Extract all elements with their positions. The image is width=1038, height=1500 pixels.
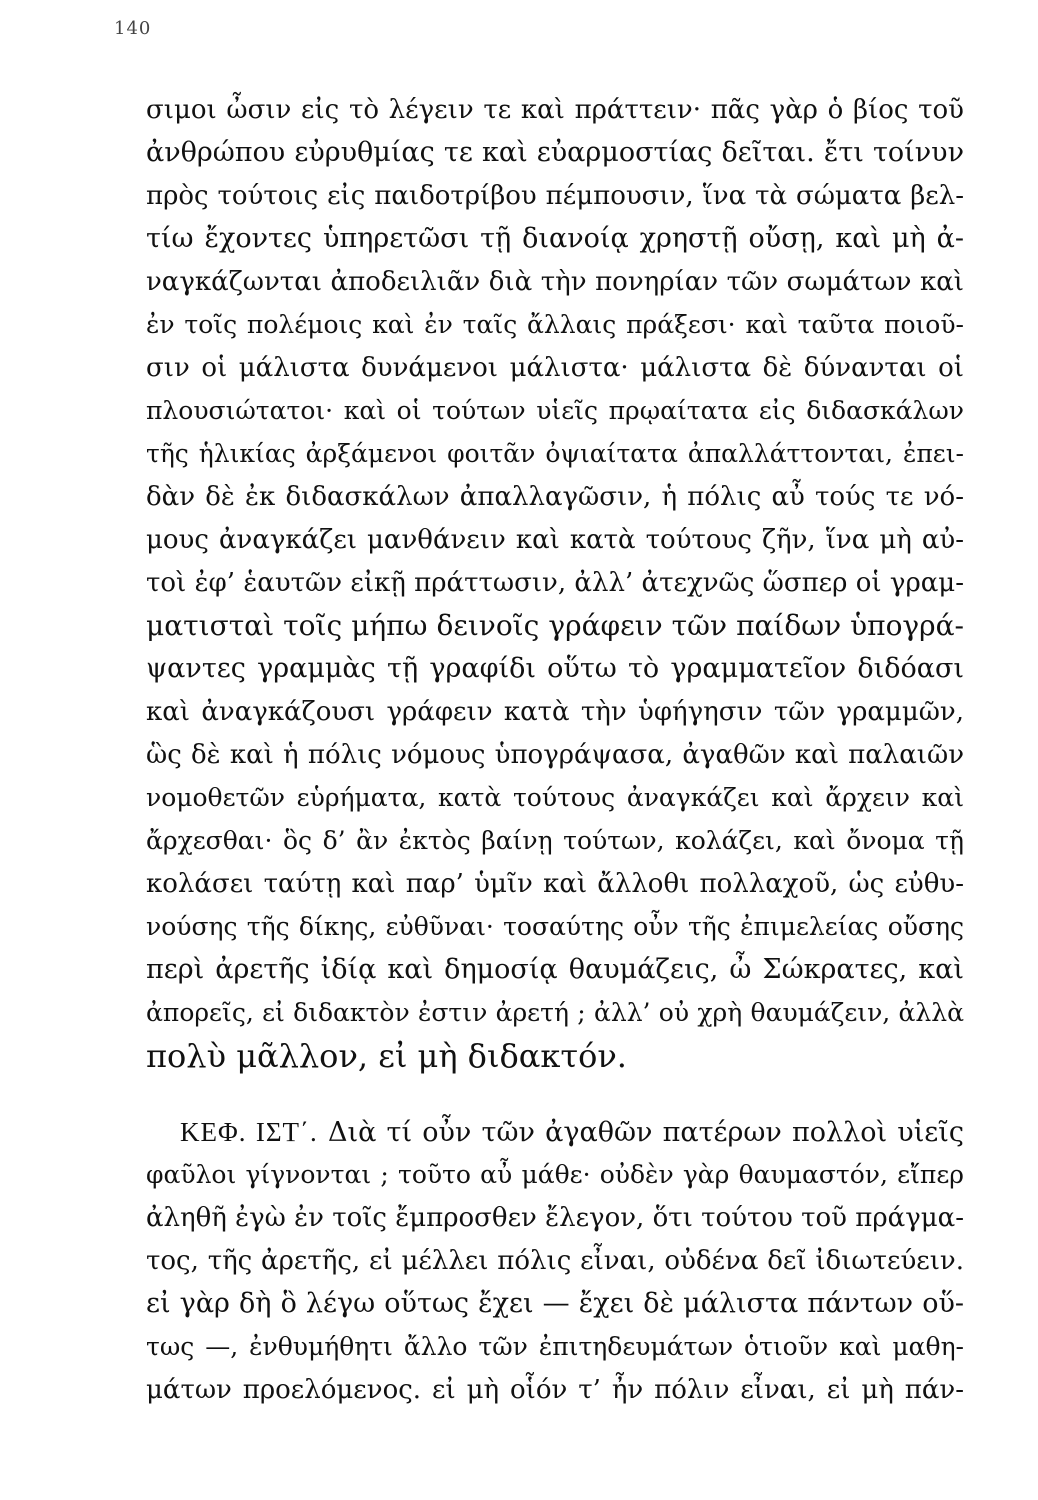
text-line: τῆς ἡλικίας ἀρξάμενοι φοιτᾶν ὀψιαίτατα ἀπαλλάττονται, ἐπει- [146, 439, 964, 468]
text-line: τος, τῆς ἀρετῆς, εἰ μέλλει πόλις εἶναι, οὐδένα δεῖ ἰδιωτεύειν. [146, 1246, 964, 1276]
chapter-first-line-text: Διὰ τί οὖν τῶν ἀγαθῶν πατέρων πολλοὶ υἱεῖς [328, 1117, 964, 1148]
text-line: φαῦλοι γίγνονται ; τοῦτο αὖ μάθε· οὐδὲν γὰρ θαυμαστόν, εἴπερ [146, 1160, 964, 1189]
text-line: ἄρχεσθαι· ὃς δ’ ἂν ἐκτὸς βαίνῃ τούτων, κολάζει, καὶ ὄνομα τῇ [146, 826, 964, 855]
text-line: σιμοι ὦσιν εἰς τὸ λέγειν τε καὶ πράττειν· πᾶς γὰρ ὁ βίος τοῦ [146, 95, 964, 125]
text-line: ἐν τοῖς πολέμοις καὶ ἐν ταῖς ἄλλαις πράξεσι· καὶ ταῦτα ποιοῦ- [146, 310, 964, 339]
text-line: περὶ ἀρετῆς ἰδίᾳ καὶ δημοσίᾳ θαυμάζεις, ὦ Σώκρατες, καὶ [146, 954, 964, 985]
text-line: κολάσει ταύτῃ καὶ παρ’ ὑμῖν καὶ ἄλλοθι πολλαχοῦ, ὡς εὐθυ- [146, 869, 964, 899]
text-line: εἰ γὰρ δὴ ὃ λέγω οὕτως ἔχει — ἔχει δὲ μάλιστα πάντων οὕ- [146, 1288, 964, 1319]
text-line: νομοθετῶν εὑρήματα, κατὰ τούτους ἀναγκάζει καὶ ἄρχειν καὶ [146, 783, 964, 812]
text-line: μάτων προελόμενος. εἰ μὴ οἷόν τ’ ἦν πόλιν εἶναι, εἰ μὴ πάν- [146, 1375, 964, 1405]
text-line: ἀπορεῖς, εἰ διδακτὸν ἐστιν ἀρετή ; ἀλλ’ οὐ χρὴ θαυμάζειν, ἀλλὰ [146, 998, 964, 1027]
chapter-heading-line [180, 1112, 964, 1153]
text-line: ὣς δὲ καὶ ἡ πόλις νόμους ὑπογράψασα, ἀγαθῶν καὶ παλαιῶν [146, 740, 964, 770]
chapter-label: ΚΕΦ. ΙΣΤ΄. [180, 1117, 318, 1147]
text-line: ψαντες γραμμὰς τῇ γραφίδι οὕτω τὸ γραμματεῖον διδόασι [146, 653, 964, 684]
text-line: μους ἀναγκάζει μανθάνειν καὶ κατὰ τούτους ζῆν, ἵνα μὴ αὐ- [146, 525, 964, 555]
text-line: ἀνθρώπου εὐρυθμίας τε καὶ εὐαρμοστίας δεῖται. ἔτι τοίνυν [146, 137, 964, 168]
text-line: πρὸς τούτοις εἰς παιδοτρίβου πέμπουσιν, ἵνα τὰ σώματα βελ- [146, 181, 964, 211]
page-number: 140 [114, 18, 152, 39]
text-line: ματισταὶ τοῖς μήπω δεινοῖς γράφειν τῶν παίδων ὑπογρά- [146, 609, 964, 642]
text-line: τως —, ἐνθυμήθητι ἄλλο τῶν ἐπιτηδευμάτων ὁτιοῦν καὶ μαθη- [146, 1332, 964, 1361]
text-line: καὶ ἀναγκάζουσι γράφειν κατὰ τὴν ὑφήγησιν τῶν γραμμῶν, [146, 697, 964, 727]
text-line: ναγκάζωνται ἀποδειλιᾶν διὰ τὴν πονηρίαν τῶν σωμάτων καὶ [146, 267, 964, 297]
text-line: δὰν δὲ ἐκ διδασκάλων ἀπαλλαγῶσιν, ἡ πόλις αὖ τούς τε νό- [146, 482, 964, 512]
text-line: σιν οἱ μάλιστα δυνάμενοι μάλιστα· μάλιστα δὲ δύνανται οἱ [146, 353, 964, 383]
text-line: πλουσιώτατοι· καὶ οἱ τούτων υἱεῖς πρῳαίτατα εἰς διδασκάλων [146, 396, 964, 425]
text-line: τίω ἔχοντες ὑπηρετῶσι τῇ διανοίᾳ χρηστῇ οὔσῃ, καὶ μὴ ἀ- [146, 223, 964, 254]
text-line: τοὶ ἐφ’ ἑαυτῶν εἰκῇ πράττωσιν, ἀλλ’ ἀτεχνῶς ὥσπερ οἱ γραμ- [146, 568, 964, 598]
text-line: νούσης τῆς δίκης, εὐθῦναι· τοσαύτης οὖν τῆς ἐπιμελείας οὔσης [146, 912, 964, 941]
text-line: ἀληθῆ ἐγὼ ἐν τοῖς ἔμπροσθεν ἔλεγον, ὅτι τούτου τοῦ πράγμα- [146, 1203, 964, 1233]
text-line: πολὺ μᾶλλον, εἰ μὴ διδακτόν. [146, 1037, 627, 1075]
